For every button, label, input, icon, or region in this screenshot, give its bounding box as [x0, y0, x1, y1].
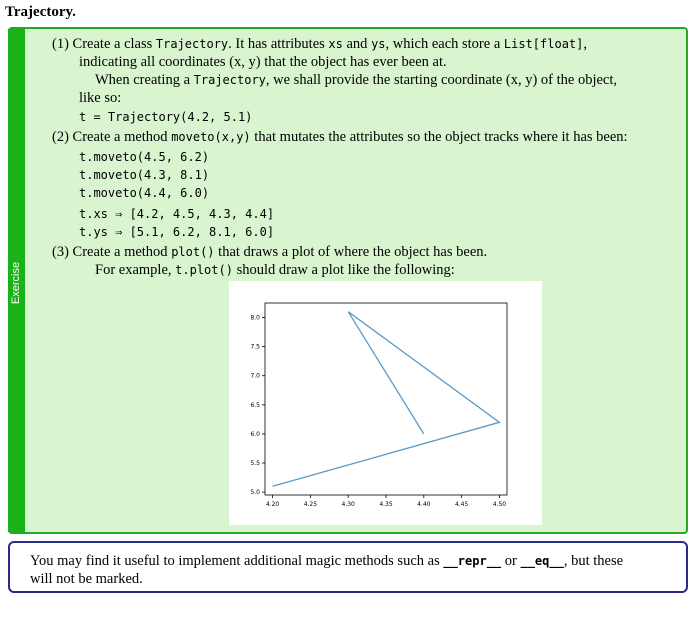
x-tick-label: 4.25 [303, 501, 318, 508]
code-moveto-1: t.moveto(4.5, 6.2) [79, 150, 210, 164]
text: Create a method [72, 244, 172, 260]
part3-line2 [95, 261, 455, 279]
exercise-sidebar [8, 29, 25, 532]
plot-figure [229, 281, 542, 525]
part1-line4: like so: [79, 90, 122, 106]
page-title: Trajectory. [5, 4, 76, 20]
part2-number: (2) [52, 129, 69, 145]
code-ys: ys [371, 37, 386, 51]
text: and [342, 36, 372, 52]
x-tick-label: 4.45 [454, 501, 469, 508]
y-tick-label: 8.0 [250, 314, 260, 322]
part3-number: (3) [52, 244, 69, 260]
y-tick-label: 6.0 [250, 430, 260, 438]
y-tick-label: 7.5 [250, 343, 260, 351]
x-tick-label: 4.35 [379, 501, 393, 508]
trajectory-chart [229, 281, 542, 525]
part1-line1 [52, 35, 587, 53]
code-list-float: List[float] [503, 37, 584, 51]
code-constructor: t = Trajectory(4.2, 5.1) [79, 110, 253, 124]
part1-line3 [95, 71, 617, 89]
text: You may find it useful to implement additional magic methods such as [30, 553, 444, 569]
text: that mutates the attributes so the object tracks where it has been: [250, 129, 628, 145]
text: , [583, 36, 587, 52]
text: Create a class [72, 36, 156, 52]
code-plot: plot() [171, 245, 215, 259]
code-moveto-2: t.moveto(4.3, 8.1) [79, 168, 210, 182]
text: . It has attributes [228, 36, 329, 52]
code-xs: xs [328, 37, 343, 51]
text: should draw a plot like the following: [232, 262, 455, 278]
text: For example, [95, 262, 176, 278]
plot-frame [265, 303, 507, 495]
y-tick-label: 5.5 [250, 460, 260, 467]
text: Create a method [72, 129, 172, 145]
text: will not be marked. [30, 571, 143, 587]
text: , we shall provide the starting coordinate (x, y) of the object, [265, 72, 618, 88]
code-trajectory: Trajectory [155, 37, 229, 51]
code-eq: __eq__ [520, 554, 564, 568]
y-tick-label: 7.0 [250, 372, 260, 380]
code-repr: __repr__ [443, 554, 502, 568]
text: that draws a plot of where the object has been. [214, 244, 488, 260]
x-tick-label: 4.40 [417, 501, 431, 508]
x-tick-label: 4.50 [492, 501, 507, 508]
part3-line1 [52, 243, 487, 261]
text: When creating a [95, 72, 194, 88]
code-trajectory: Trajectory [193, 73, 266, 87]
code-moveto-3: t.moveto(4.4, 6.0) [79, 186, 210, 200]
part2-line1 [52, 128, 628, 146]
y-tick-label: 5.0 [250, 489, 260, 497]
y-tick-label: 6.5 [250, 401, 260, 409]
code-t-plot: t.plot() [175, 263, 233, 277]
text: , but these [563, 553, 624, 569]
x-tick-label: 4.20 [265, 501, 280, 508]
code-xs-result: t.xs ⇒ [4.2, 4.5, 4.3, 4.4] [79, 207, 275, 221]
code-ys-result: t.ys ⇒ [5.1, 6.2, 8.1, 6.0] [79, 225, 275, 239]
exercise-label: Exercise [10, 261, 22, 305]
note-text [30, 552, 680, 588]
part1-number: (1) [52, 36, 69, 52]
part1-line2: indicating all coordinates (x, y) that the object has ever been at. [79, 54, 447, 70]
x-tick-label: 4.30 [341, 501, 355, 508]
code-moveto: moveto(x,y) [171, 130, 251, 144]
text: , which each store a [385, 36, 504, 52]
note-box [8, 541, 688, 593]
text: or [501, 553, 521, 569]
trajectory-line [273, 312, 500, 487]
